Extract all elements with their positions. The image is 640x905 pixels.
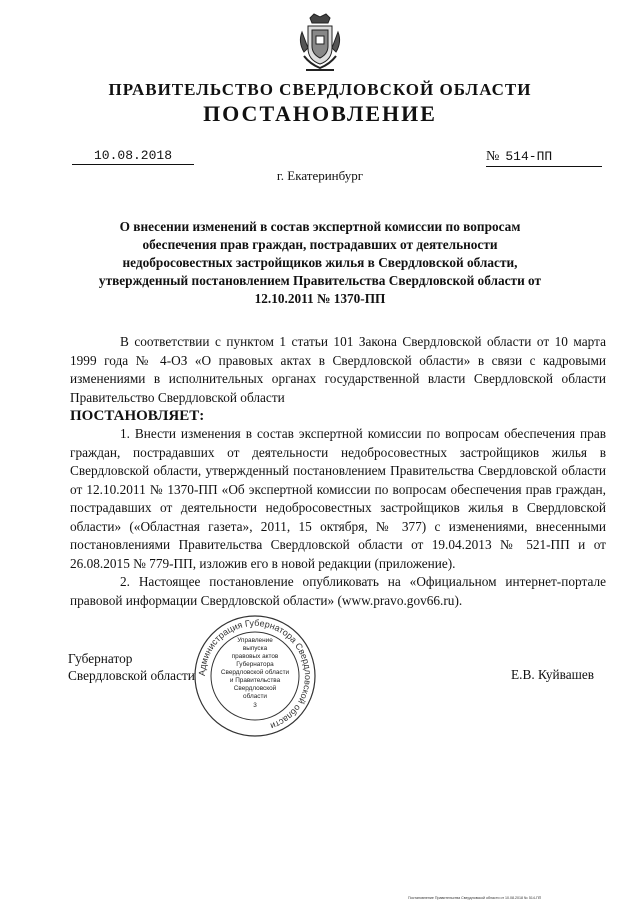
decree-heading: ПОСТАНОВЛЯЕТ: xyxy=(70,408,205,424)
stamp-line: Губернатора xyxy=(236,661,274,668)
document-body xyxy=(70,333,606,610)
signatory-name: Е.В. Куйвашев xyxy=(511,667,595,682)
government-title: ПРАВИТЕЛЬСТВО СВЕРДЛОВСКОЙ ОБЛАСТИ xyxy=(108,80,532,99)
stamp-line: Свердловской области xyxy=(220,669,290,676)
stamp-line: Управление xyxy=(237,637,273,644)
number-value: 514-ПП xyxy=(505,149,553,164)
official-stamp xyxy=(193,614,317,738)
stamp-line: Свердловской xyxy=(233,685,277,692)
item-1: 1. Внести изменения в состав экспертной комиссии по вопросам обеспечения прав граждан, пострадавших от деятельности недобросовестных застройщиков жилья в Свердловской области, утвержденный постановлением Правительства Свердловской области от 12.10.2011 № 1370-ПП «Об экспертной комиссии по вопросам обеспечения прав граждан, пострадавших от деятельности недобросовестных застройщиков жилья в Свердловской области» («Областная газета», 2011, 15 октября, № 377) с изменениями, внесенными постановлениями Правительства Свердловской области от 19.04.2013 № 521-ПП и от 26.08.2015 № 779-ПП, изложив его в новой редакции (приложение). xyxy=(70,426,606,571)
coat-of-arms-icon xyxy=(296,12,344,74)
document-subject: О внесении изменений в состав экспертной комиссии по вопросам обеспечения прав граждан, пострадавших от деятельности недобросовестных застройщиков жилья в Свердловской области, утвержденный постановлением Правительства Свердловской области от 12.10.2011 № 1370-ПП xyxy=(98,219,542,306)
stamp-line: области xyxy=(243,693,267,700)
footer-note: Постановление Правительства Свердловской области от 10.08.2018 № 514-ПП xyxy=(408,896,542,900)
stamp-ring-text: Администрация Губернатора Свердловской области xyxy=(196,617,314,732)
city: г. Екатеринбург xyxy=(276,168,364,183)
document-number xyxy=(486,148,602,167)
document-date: 10.08.2018 xyxy=(72,148,194,165)
item-2: 2. Настоящее постановление опубликовать на «Официальном интернет-портале правовой информации Свердловской области» (www.pravo.gov66.ru). xyxy=(70,574,606,608)
position-line-1: Губернатор xyxy=(68,651,133,666)
stamp-line: и Правительства xyxy=(229,677,281,684)
position-line-2: Свердловской области xyxy=(68,668,195,683)
intro-paragraph: В соответствии с пунктом 1 статьи 101 Закона Свердловской области от 10 марта 1999 года № 4-ОЗ «О правовых актах в Свердловской области» в связи с кадровыми изменениями в исполнительных органах государственной власти Свердловской области Правительство Свердловской области xyxy=(70,334,606,405)
document-type: ПОСТАНОВЛЕНИЕ xyxy=(203,101,437,126)
signatory-position xyxy=(68,650,195,684)
stamp-line: правовых актов xyxy=(231,653,279,660)
stamp-line: 3 xyxy=(253,702,257,709)
number-sign: № xyxy=(486,149,500,164)
stamp-line: выпуска xyxy=(242,645,268,652)
